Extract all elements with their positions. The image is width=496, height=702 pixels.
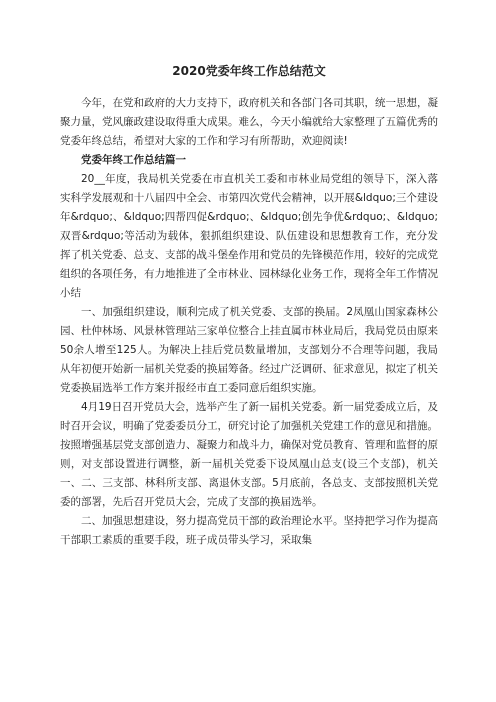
body-paragraph: 20__年度，我局机关党委在市直机关工委和市林业局党组的领导下，深入落实科学发展观和十八届四中全会、市第四次党代会精神，以开展&ldquo;三个建设年&rdquo;、&ldquo;四帮四促&rdquo;、&ldquo;创先争优&rdquo;、&ldquo;双晋&rdquo;等活动为载体，狠抓组织建设、队伍建设和思想教育工作，充分发挥了机关党委、总支、支部的战斗堡垒作用和党员的先锋模范作用，较好的完成党组织的各项任务，有力地推进了全市林业、园林绿化业务工作，现将全年工作情况小结	[60, 173, 438, 299]
intro-paragraph: 今年，在党和政府的大力支持下，政府机关和各部门各司其职，统一思想，凝聚力量，党风廉政建设取得重大成果。难么，今天小编就给大家整理了五篇优秀的党委年终总结，希望对大家的工作和学习有所帮助，欢迎阅读!	[60, 97, 438, 147]
document-page	[60, 62, 438, 550]
body-paragraph: 一、加强组织建设，顺利完成了机关党委、支部的换届。2凤凰山国家森林公园、杜仲林场、风景林管理站三家单位整合上挂直属市林业局后，我局党员由原来50余人增至125人。为解决上挂后党员数量增加，支部划分不合理等问题，我局从年初便开始新一届机关党委的换届筹备。经过广泛调研、征求意见，拟定了机关党委换届选举工作方案并报经市直工委同意后组织实施。	[60, 306, 438, 394]
section-heading: 党委年终工作总结篇一	[81, 154, 186, 166]
document-title: 2020党委年终工作总结范文	[172, 64, 326, 78]
body-paragraph: 4月19日召开党员大会，选举产生了新一届机关党委。新一届党委成立后，及时召开会议，明确了党委委员分工，研究讨论了加强机关党建工作的意见和措施。按照增强基层党支部创造力、凝聚力和战斗力，确保对党员教育、管理和监督的原则，对支部设置进行调整，新一届机关党委下设凤凰山总支(设三个支部)，机关一、二、三支部、林科所支部、离退休支部。5月底前，各总支、支部按照机关党委的部署，先后召开党员大会，完成了支部的换届选举。	[60, 401, 438, 508]
body-paragraph: 二、加强思想建设，努力提高党员干部的政治理论水平。坚持把学习作为提高干部职工素质的重要手段，班子成员带头学习，采取集	[60, 515, 438, 546]
